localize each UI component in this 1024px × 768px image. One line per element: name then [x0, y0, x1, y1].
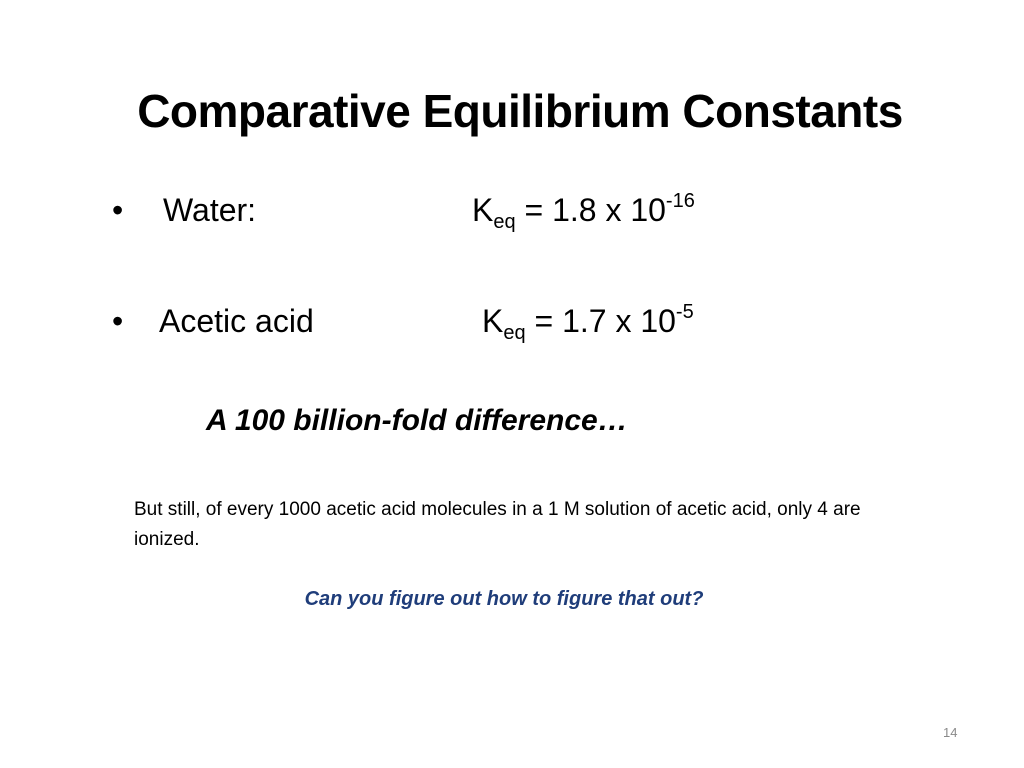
k-subscript: eq	[503, 322, 526, 344]
ionization-note: But still, of every 1000 acetic acid molecules in a 1 M solution of acetic acid, only 4 are ionized.	[134, 499, 861, 550]
bullet-label-acetic-acid: Acetic acid	[159, 303, 314, 339]
keq-water	[472, 190, 695, 233]
bullet-acetic-acid	[0, 303, 1024, 353]
bullet-marker: •	[112, 303, 124, 339]
keq-acetic-acid	[482, 301, 694, 344]
k-subscript: eq	[493, 211, 516, 233]
keq-value: = 1.7 x 10	[525, 303, 676, 339]
k-symbol: K	[472, 192, 494, 228]
bullet-water	[0, 192, 1024, 242]
page-number: 14	[943, 725, 958, 740]
slide-title: Comparative Equilibrium Constants	[137, 85, 903, 137]
keq-exponent: -16	[665, 190, 695, 212]
keq-exponent: -5	[675, 301, 694, 323]
keq-value: = 1.8 x 10	[515, 192, 666, 228]
difference-emphasis: A 100 billion-fold difference…	[206, 404, 628, 437]
bullet-marker: •	[112, 192, 124, 228]
k-symbol: K	[482, 303, 504, 339]
bullet-label-water: Water:	[163, 192, 257, 228]
question-prompt: Can you figure out how to figure that out?	[304, 588, 704, 610]
